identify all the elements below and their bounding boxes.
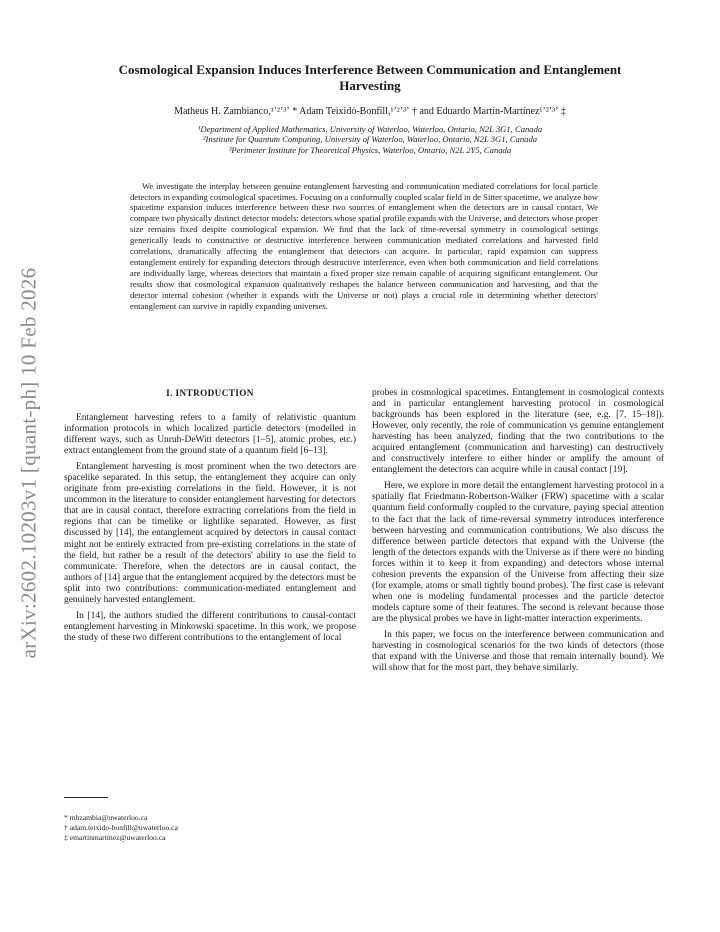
body-paragraph: probes in cosmological spacetimes. Entanglement in cosmological contexts and in particular entanglement harvesting protocol in cosmological backgrounds has been explored in the literature (see, e.g. [7, 15–18]). However, only recently, the role of communication vs genuine entanglement harvesting has been analyzed, finding that the two contributions to the acquired entanglement (communication and harvesting) can destructively and constructively interfere to either hinder or amplify the amount of entanglement the detectors can acquire while in causal contact [19].	[372, 388, 664, 476]
footnote-email: † adam.teixido-bonfill@uwaterloo.ca	[64, 823, 178, 832]
affiliations	[70, 124, 670, 155]
body-paragraph: In [14], the authors studied the different contributions to causal-contact entanglement harvesting in Minkowski spacetime. In this work, we propose the study of these two different contributions to the entanglement of local	[64, 610, 356, 643]
affiliation-line: ²Institute for Quantum Computing, University of Waterloo, Waterloo, Ontario, N2L 3G1, Canada	[202, 134, 538, 145]
paper-title: Cosmological Expansion Induces Interference Between Communication and Entanglement Harvesting	[118, 62, 622, 93]
body-paragraph: In this paper, we focus on the interference between communication and harvesting in cosmological scenarios for the two kinds of detectors (those that expand with the Universe and those that remain internally bound). We will show that for the most part, they behave similarly.	[372, 629, 664, 674]
body-column-left	[64, 388, 356, 649]
arxiv-identifier: arXiv:2602.10203v1 [quant-ph] 10 Feb 2026	[16, 267, 41, 658]
footnote-email: ‡ emartinmartinez@uwaterloo.ca	[64, 833, 166, 842]
author-list: Matheus H. Zambianco,¹ʼ²ʼ³ʼ * Adam Teixidó-Bonfill,¹ʼ²ʼ³ʼ † and Eduardo Martín-Martínez¹ʼ²ʼ³ʼ ‡	[174, 106, 566, 117]
affiliation-line: ¹Department of Applied Mathematics, University of Waterloo, Waterloo, Ontario, N2L 3G1, Canada	[197, 124, 543, 134]
section-heading-introduction: I. INTRODUCTION	[166, 388, 254, 398]
footnotes	[64, 813, 356, 843]
body-paragraph: Entanglement harvesting is most prominent when the two detectors are spacelike separated. In this setup, the entanglement they acquire can only originate from pre-existing correlations in the field. However, it is not uncommon in the literature to consider entanglement harvesting for detectors that are in causal contact, therefore extracting correlations from the field in regions that can be timelike or lightlike separated. However, as first discussed by [14], the entanglement acquired by detectors in causal contact might not be entirely extracted from pre-existing correlations in the state of the field, but rather be a result of the detectors' ability to use the field to communicate. Therefore, when the detectors are in causal contact, the authors of [14] argue that the entanglement acquired by the detectors must be split into two contributions: communication-mediated entanglement and genuinely harvested entanglement.	[64, 462, 356, 605]
footnote-separator	[64, 797, 108, 798]
abstract: We investigate the interplay between genuine entanglement harvesting and communication mediated correlations for local particle detectors in expanding cosmological spacetimes. Focusing on a conformally coupled scalar field in de Sitter spacetime, we analyze how spacetime expansion induces interference between these two sources of entanglement when the detectors are in causal contact. We compare two physically distinct detector models: detectors whose spatial profile expands with the Universe, and detectors whose proper size remains fixed despite cosmological expansion. We find that the lack of time-reversal symmetry in cosmological settings generically leads to constructive or destructive interference between communication mediated correlations and harvested field correlations, dramatically affecting the entanglement that detectors can acquire. In particular, rapid expansion can suppress entanglement entirely for expanding detectors through destructive interference, even when both communication and field correlations are individually large, whereas detectors that maintain a fixed proper size remain capable of acquiring significant entanglement. Our results show that cosmological expansion qualitatively reshapes the balance between communication and harvesting, and that the detector internal cohesion (whether it expands with the Universe or not) plays a crucial role in determining whether detectors' entanglement can survive in rapidly expanding universes.	[130, 180, 598, 311]
body-paragraph: Entanglement harvesting refers to a family of relativistic quantum information protocols in which localized particle detectors (modelled in different ways, such as Unruh-DeWitt detectors [1–5], atomic probes, etc.) extract entanglement from the ground state of a quantum field [6–13].	[64, 413, 356, 457]
affiliation-line: ³Perimeter Institute for Theoretical Physics, Waterloo, Ontario, N2L 2Y5, Canada	[228, 144, 512, 155]
footnote-email: * mhzambia@uwaterloo.ca	[64, 813, 148, 822]
body-paragraph: Here, we explore in more detail the entanglement harvesting protocol in a spatially flat Friedmann-Robertson-Walker (FRW) spacetime with a scalar quantum field conformally coupled to the curvature, paying special attention to the fact that the lack of time-reversal symmetry introduces interference between harvesting and communication contributions. We also discuss the difference between particle detectors that expand with the Universe (the length of the detectors expands with the Universe as if there were no binding forces within it to keep it from expanding) and detectors whose internal cohesion prevents the expansion of the Universe from affecting their size (for example, atoms or small tightly bound probes). The first case is relevant when one is modeling fundamental processes and the particle detector models capture some of their features. The second is relevant because those are the physical probes we have in light-matter interaction experiments.	[372, 481, 664, 624]
arxiv-sidebar	[10, 267, 48, 658]
body-column-right	[372, 388, 664, 679]
